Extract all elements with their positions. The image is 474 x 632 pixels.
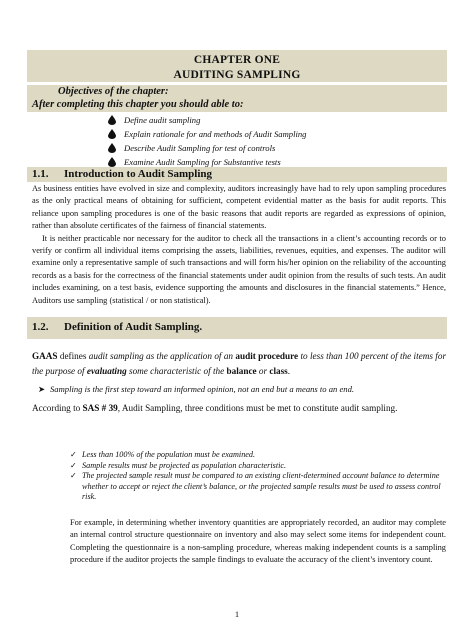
objective-item	[108, 115, 200, 125]
section-heading	[32, 168, 212, 180]
objective-item	[108, 129, 306, 139]
sas-reference: SAS # 39	[82, 403, 118, 413]
droplet-icon	[108, 143, 116, 153]
chapter-title: CHAPTER ONE	[193, 54, 281, 66]
objective-item	[108, 157, 281, 167]
section-heading	[32, 321, 202, 333]
objective-item	[108, 143, 275, 153]
page-number: 1	[234, 609, 240, 619]
arrow-icon: ➤	[38, 384, 46, 394]
intro-paragraph	[32, 183, 446, 307]
definition-paragraph	[32, 349, 446, 380]
objective-item-label: Explain rationale for and methods of Audit Sampling	[124, 129, 307, 139]
conditions-list	[70, 450, 446, 503]
droplet-icon	[108, 157, 116, 167]
sas-paragraph	[32, 401, 446, 416]
checkmark-icon: ✓	[70, 460, 77, 470]
intro-paragraph-1: As business entities have evolved in size and complexity, auditors increasingly have had to rely upon sampling procedures as the only practical means of obtaining for sufficient, competent evidential matter as the basis for audit reports. This reliance upon sampling procedures is one of the basic reasons that audit reports are regarded as expressions of opinion, rather than absolute certificates of the fairness of financial statements.	[32, 184, 446, 231]
objective-item-label: Describe Audit Sampling for test of controls	[124, 143, 276, 153]
example-text: For example, in determining whether inventory quantities are appropriately recorded, an auditor may complete an internal control structure questionnaire on inventory and also may select some items for independent count. Completing the questionnaire is a non-sampling procedure, whereas making independent counts is a sampling procedure if the auditor projects the sample findings to evaluate the accuracy of the client’s inventory count.	[70, 518, 446, 565]
section-title: Introduction to Audit Sampling	[64, 168, 213, 180]
objectives-lead: After completing this chapter you should able to:	[32, 99, 244, 110]
definition-bullet-text: Sampling is the first step toward an informed opinion, not an end but a means to an end.	[50, 384, 355, 394]
droplet-icon	[108, 129, 116, 139]
checkmark-icon: ✓	[70, 471, 77, 481]
condition-item: ✓ Less than 100% of the population must be examined.	[70, 450, 256, 459]
objectives-heading: Objectives of the chapter:	[58, 86, 169, 97]
definition-bullet	[38, 384, 448, 395]
objective-item-label: Define audit sampling	[124, 115, 201, 125]
checkmark-icon: ✓	[70, 450, 77, 459]
sas-text: According to SAS # 39, Audit Sampling, three conditions must be met to constitute audit sampling.	[32, 403, 398, 413]
example-paragraph	[70, 517, 446, 567]
section-title: Definition of Audit Sampling.	[64, 321, 203, 333]
intro-paragraph-2: It is neither practicable nor necessary for the auditor to check all the transactions in a client’s accounting records or to verify or confirm all individual items comprising the assets, liabilities, revenues, equities, and expenses. The auditor will examine only a representative sample of such transactions and will form his/her opinion on the reliability of the accounting records as a basis for the correctness of the financial statements under audit opinion from the results of such tests. An audit includes examining, on a test basis, evidence supporting the amounts and disclosures in the financial statements.” Hence, Auditors use sampling (statistical / or non statistical).	[32, 233, 446, 305]
droplet-icon	[108, 115, 116, 125]
condition-item: ✓ Sample results must be projected as population characteristic.	[70, 460, 287, 470]
gaas-term: GAAS	[32, 351, 58, 361]
section-number: 1.2.	[32, 321, 49, 333]
chapter-subject: AUDITING SAMPLING	[173, 69, 301, 81]
objective-item-label: Examine Audit Sampling for Substantive tests	[124, 157, 281, 167]
condition-item: ✓ The projected sample result must be compared to an existing client-determined account balance to determine whether to accept or reject the client’s balance, or the projected sample results must be used to assess control risk.	[70, 471, 441, 502]
section-number: 1.1.	[32, 168, 49, 180]
definition-text: GAAS defines audit sampling as the application of an audit procedure to less than 100 percent of the items for the purpose of evaluating some characteristic of the balance or class.	[32, 351, 447, 377]
